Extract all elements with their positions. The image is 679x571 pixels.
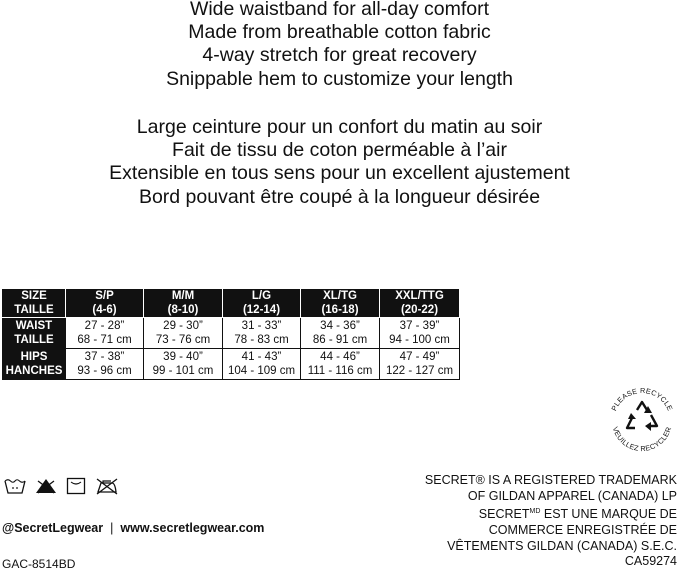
size-column-header: XL/TG (16-18) bbox=[301, 289, 380, 318]
waist-cell: 34 - 36” 86 - 91 cm bbox=[301, 318, 380, 349]
waist-row bbox=[3, 318, 460, 349]
svg-text:PLEASE RECYCLE bbox=[609, 386, 675, 412]
hips-row-label: HIPS HANCHES bbox=[3, 349, 66, 380]
legal-line: SECRET® IS A REGISTERED TRADEMARK bbox=[424, 473, 677, 487]
wash-30-icon bbox=[4, 477, 26, 495]
waist-cell: 27 - 28” 68 - 71 cm bbox=[66, 318, 144, 349]
feature-line: Wide waistband for all-day comfort bbox=[189, 0, 490, 20]
legal-code: CA59274 bbox=[624, 554, 677, 569]
size-column-header: L/G (12-14) bbox=[223, 289, 301, 318]
tumble-dry-icon bbox=[66, 477, 86, 495]
hips-cell: 47 - 49” 122 - 127 cm bbox=[380, 349, 460, 380]
hips-cell: 39 - 40” 99 - 101 cm bbox=[144, 349, 223, 380]
legal-line: VÊTEMENTS GILDAN (CANADA) S.E.C. bbox=[447, 538, 677, 553]
feature-line: Extensible en tous sens pour un excellent ajustement bbox=[109, 162, 570, 185]
legal-line: $SECRET^{MD}$ EST UNE MARQUE DE bbox=[478, 507, 677, 522]
social-separator: | bbox=[110, 521, 114, 535]
recycle-top-text: PLEASE RECYCLE bbox=[609, 386, 675, 413]
feature-line: Made from breathable cotton fabric bbox=[188, 21, 491, 44]
feature-line: Large ceinture pour un confort du matin au soir bbox=[136, 116, 543, 138]
size-column-header: XXL/TTG (20-22) bbox=[380, 289, 460, 318]
no-bleach-icon bbox=[35, 477, 57, 495]
size-chart-table bbox=[2, 288, 460, 380]
feature-line: Fait de tissu de coton perméable à l’air bbox=[172, 139, 507, 162]
website-link[interactable]: www.secretlegwear.com bbox=[120, 521, 265, 535]
feature-line: 4-way stretch for great recovery bbox=[202, 44, 477, 67]
waist-row-label: WAIST TAILLE bbox=[3, 318, 66, 349]
hips-cell: 41 - 43” 104 - 109 cm bbox=[223, 349, 301, 380]
social-links bbox=[2, 521, 264, 535]
recycle-bottom-text: VEUILLEZ RECYCLER bbox=[610, 425, 674, 454]
hips-cell: 37 - 38” 93 - 96 cm bbox=[66, 349, 144, 380]
svg-text:VEUILLEZ RECYCLER bbox=[611, 426, 673, 453]
hips-row bbox=[3, 349, 460, 380]
features-french bbox=[0, 116, 679, 209]
do-not-iron-icon bbox=[95, 477, 119, 495]
waist-cell: 37 - 39” 94 - 100 cm bbox=[380, 318, 460, 349]
recycle-icon bbox=[607, 386, 677, 456]
care-symbols bbox=[4, 477, 119, 495]
feature-line: Snippable hem to customize your length bbox=[166, 67, 513, 90]
size-column-header: S/P (4-6) bbox=[66, 289, 144, 318]
size-header-row bbox=[3, 289, 460, 318]
product-code: GAC-8514BD bbox=[2, 557, 76, 571]
feature-line: Bord pouvant être coupé à la longueur désirée bbox=[138, 185, 541, 208]
legal-line: COMMERCE ENREGISTRÉE DE bbox=[488, 522, 677, 537]
size-header-label: SIZE TAILLE bbox=[3, 289, 66, 318]
waist-cell: 29 - 30” 73 - 76 cm bbox=[144, 318, 223, 349]
hips-cell: 44 - 46” 111 - 116 cm bbox=[301, 349, 380, 380]
size-column-header: M/M (8-10) bbox=[144, 289, 223, 318]
trademark-notice bbox=[425, 473, 677, 570]
social-handle-link[interactable]: @SecretLegwear bbox=[2, 521, 104, 535]
legal-line: OF GILDAN APPAREL (CANADA) LP bbox=[467, 488, 677, 503]
features-english bbox=[0, 0, 679, 91]
waist-cell: 31 - 33” 78 - 83 cm bbox=[223, 318, 301, 349]
